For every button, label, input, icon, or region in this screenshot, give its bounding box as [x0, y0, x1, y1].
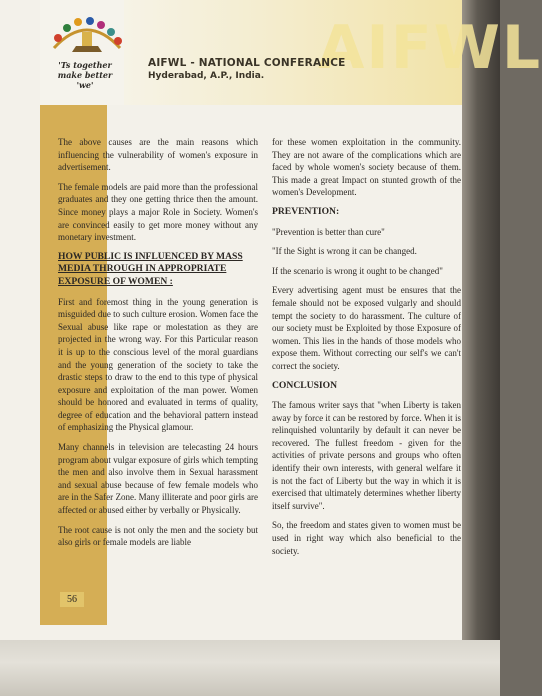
section-heading: HOW PUBLIC IS INFLUENCED BY MASS MEDIA THROUGH IN APPROPRIATE EXPOSURE OF WOMEN : [58, 250, 243, 287]
page-bottom-margin [0, 640, 500, 696]
left-column [58, 136, 258, 556]
paragraph: Every advertising agent must be ensures that the female should not be exposed vulgarly and should tempt the society to do harassment. The culture of our society must be Exploited by those Exposure of women. This lies in the hands of those models who expose them. Without correcting our self's we can't correct the society. [272, 285, 461, 371]
prevention-heading: PREVENTION: [272, 205, 340, 217]
header-watermark: AIFWL [318, 13, 542, 83]
book-spine-shadow [462, 0, 500, 696]
quote-line: "If the Sight is wrong it can be changed. [272, 246, 417, 257]
paragraph: Many channels in television are telecasting 24 hours program about vulgar exposure of girls which tempting the men and also involve them in Sexual harassment and sexual abuse because of few female models who are in the Safer Zone. Many illiterate and poor girls are affected or abused either by verbally or Physically. [58, 442, 258, 516]
conference-location: Hyderabad, A.P., India. [148, 71, 265, 81]
paragraph: The root cause is not only the men and the society but also girls or female models are liable [58, 524, 258, 548]
paragraph: The female models are paid more than the professional graduates and they one getting thrice then the amount. Since money plays a major Role in Society. Women's are convinced easily to get more money without any monetary investment. [58, 181, 258, 243]
right-column [272, 136, 461, 564]
paragraph: The above causes are the main reasons which influencing the vulnerability of women's exposure in advertisement. [58, 137, 258, 173]
conclusion-heading: CONCLUSION [272, 379, 338, 391]
paragraph: The famous writer says that "when Liberty is taken away by force it can be restored by force. When it is relinquished voluntarily by default it can never be recovered. The fullest freedom - given for the activities of private persons and groups who often identify their own interests, with general welfare it is not the fact of Liberty but the way in which it is exercised that ultimately determines whether liberty itself survive". [272, 400, 461, 511]
paragraph: So, the freedom and states given to women must be used in right way which also beneficial to the society. [272, 520, 461, 556]
conference-title: AIFWL - NATIONAL CONFERANCE [148, 57, 346, 69]
page-number: 56 [60, 592, 84, 607]
paragraph: First and foremost thing in the young generation is misguided due to such culture erosion. Women face the Sexual abuse like rape or molestation as they are projected in the wrong way. For this Particular reason it is up to the conscious level of the moral guardians and the young generation of the society to take the drastic steps to draw to the end to this type of physical exposure and exploitation of the man power. Women should be honored and evaluated in terms of quality, degree of education and the behavioral pattern instead of emphasizing the Physical glamour. [58, 296, 258, 433]
quote-line: "Prevention is better than cure" [272, 226, 385, 237]
paragraph: for these women exploitation in the community. They are not aware of the complications which are faced by whole women's society because of them. This made a great Impact on stunted growth of the women's Development. [272, 137, 461, 198]
logo-tagline [52, 60, 118, 90]
logo-tagline-line2: make better 'we' [57, 70, 113, 90]
logo-tagline-line1: 'Ts together [58, 60, 112, 70]
conference-logo-icon [48, 14, 126, 58]
quote-line: If the scenario is wrong it ought to be changed" [272, 265, 443, 276]
